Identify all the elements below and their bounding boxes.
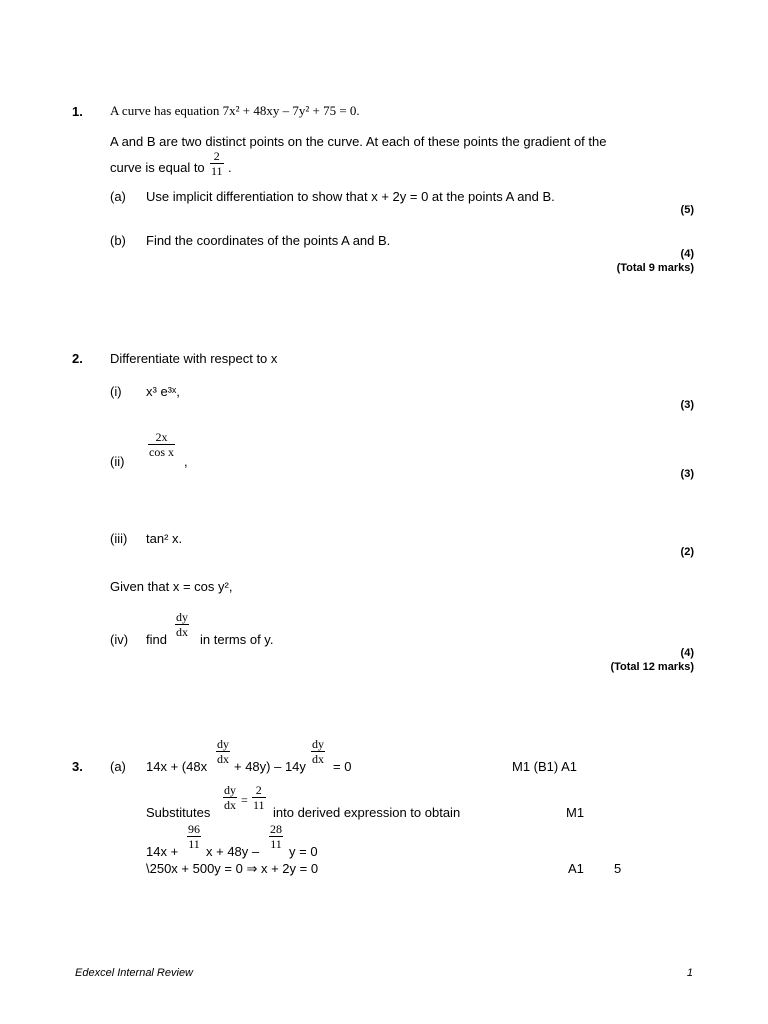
fraction-numerator: dy xyxy=(224,783,236,797)
fraction-numerator: 2 xyxy=(213,149,220,163)
question-2iv-marks: (4) xyxy=(680,647,694,659)
question-3-line2-pre: Substitutes xyxy=(146,805,211,820)
fraction-numerator: 96 xyxy=(188,822,200,836)
fraction-numerator: 2 xyxy=(255,783,262,797)
question-1b-text: Find the coordinates of the points A and B. xyxy=(146,233,391,248)
fraction-denominator: 11 xyxy=(188,837,200,851)
question-3-line1-fraction-2 xyxy=(311,738,325,765)
question-1a-marks: (5) xyxy=(680,204,694,216)
question-1a-text: Use implicit differentiation to show that x + 2y = 0 at the points A and B. xyxy=(146,189,555,204)
question-1-gradient-fraction xyxy=(210,150,224,177)
question-3-line3-a: 14x + xyxy=(146,844,179,859)
question-3-line2-post: into derived expression to obtain xyxy=(273,805,461,820)
question-3-line4: \250x + 500y = 0 ⇒ x + 2y = 0 xyxy=(146,861,319,876)
question-1b-label: (b) xyxy=(110,233,126,248)
question-2iii-marks: (2) xyxy=(680,546,694,558)
question-1a-label: (a) xyxy=(110,189,126,204)
fraction-denominator: 11 xyxy=(270,837,282,851)
question-3-line1-c: = 0 xyxy=(333,759,352,774)
question-2ii-comma: , xyxy=(184,454,188,469)
page-number: 1 xyxy=(686,967,693,979)
question-2-intro: Differentiate with respect to x xyxy=(110,351,278,366)
question-2i-label: (i) xyxy=(110,384,122,399)
fraction-denominator: 11 xyxy=(211,164,223,178)
fraction-numerator: dy xyxy=(312,737,324,751)
fraction-denominator: 11 xyxy=(253,798,265,812)
question-2iv-fraction xyxy=(175,611,189,638)
question-3-line3-fraction-2 xyxy=(269,823,283,850)
question-2iv-pre: find xyxy=(146,632,167,647)
footer-title: Edexcel Internal Review xyxy=(75,967,194,979)
question-2iii-label: (iii) xyxy=(110,531,128,546)
fraction-numerator: 2x xyxy=(155,430,168,444)
question-3-line2-marks: M1 xyxy=(566,805,585,820)
question-3-line1-a: 14x + (48x xyxy=(146,759,208,774)
question-1-line3-post: . xyxy=(228,160,232,175)
question-3-line1-marks: M1 (B1) A1 xyxy=(512,759,578,774)
fraction-numerator: dy xyxy=(217,737,229,751)
question-3-line4-marks: A1 xyxy=(568,861,584,876)
question-2i-marks: (3) xyxy=(680,399,694,411)
question-3-line3-fraction-1 xyxy=(187,823,201,850)
question-3-line2-fraction-1 xyxy=(223,784,237,811)
question-3-line3-c: y = 0 xyxy=(289,844,318,859)
question-2-given: Given that x = cos y², xyxy=(110,579,233,594)
fraction-denominator: dx xyxy=(217,752,229,766)
question-3-line2-fraction-2 xyxy=(252,784,266,811)
fraction-denominator: dx xyxy=(312,752,324,766)
fraction-denominator: dx xyxy=(224,798,236,812)
question-2iii-text: tan² x. xyxy=(146,531,183,546)
question-3-line1-b: + 48y) – 14y xyxy=(234,759,306,774)
question-2iv-post: in terms of y. xyxy=(200,632,274,647)
question-1-total: (Total 9 marks) xyxy=(616,262,694,274)
question-1-number: 1. xyxy=(72,104,83,119)
question-3-number: 3. xyxy=(72,759,83,774)
question-3a-label: (a) xyxy=(110,759,126,774)
question-2-total: (Total 12 marks) xyxy=(610,661,694,673)
question-2i-text: x³ e³ˣ, xyxy=(146,384,180,399)
question-3-line4-total: 5 xyxy=(614,861,622,876)
question-2ii-label: (ii) xyxy=(110,454,125,469)
question-1-line2: A and B are two distinct points on the curve. At each of these points the gradient of the xyxy=(110,134,607,149)
question-1-intro: A curve has equation 7x² + 48xy – 7y² + 75 = 0. xyxy=(110,103,360,118)
question-2-number: 2. xyxy=(72,351,83,366)
fraction-numerator: 28 xyxy=(270,822,282,836)
question-3-line3-b: x + 48y – xyxy=(206,844,260,859)
question-2iv-label: (iv) xyxy=(110,632,129,647)
fraction-denominator: cos x xyxy=(149,445,174,459)
question-1b-marks: (4) xyxy=(680,248,694,260)
question-3-line2-equals: = xyxy=(241,793,248,807)
question-2ii-fraction xyxy=(148,431,175,458)
fraction-denominator: dx xyxy=(176,625,188,639)
fraction-numerator: dy xyxy=(176,610,188,624)
question-3-line1-fraction-1 xyxy=(216,738,230,765)
question-2ii-marks: (3) xyxy=(680,468,694,480)
question-1-line3-pre: curve is equal to xyxy=(110,160,205,175)
